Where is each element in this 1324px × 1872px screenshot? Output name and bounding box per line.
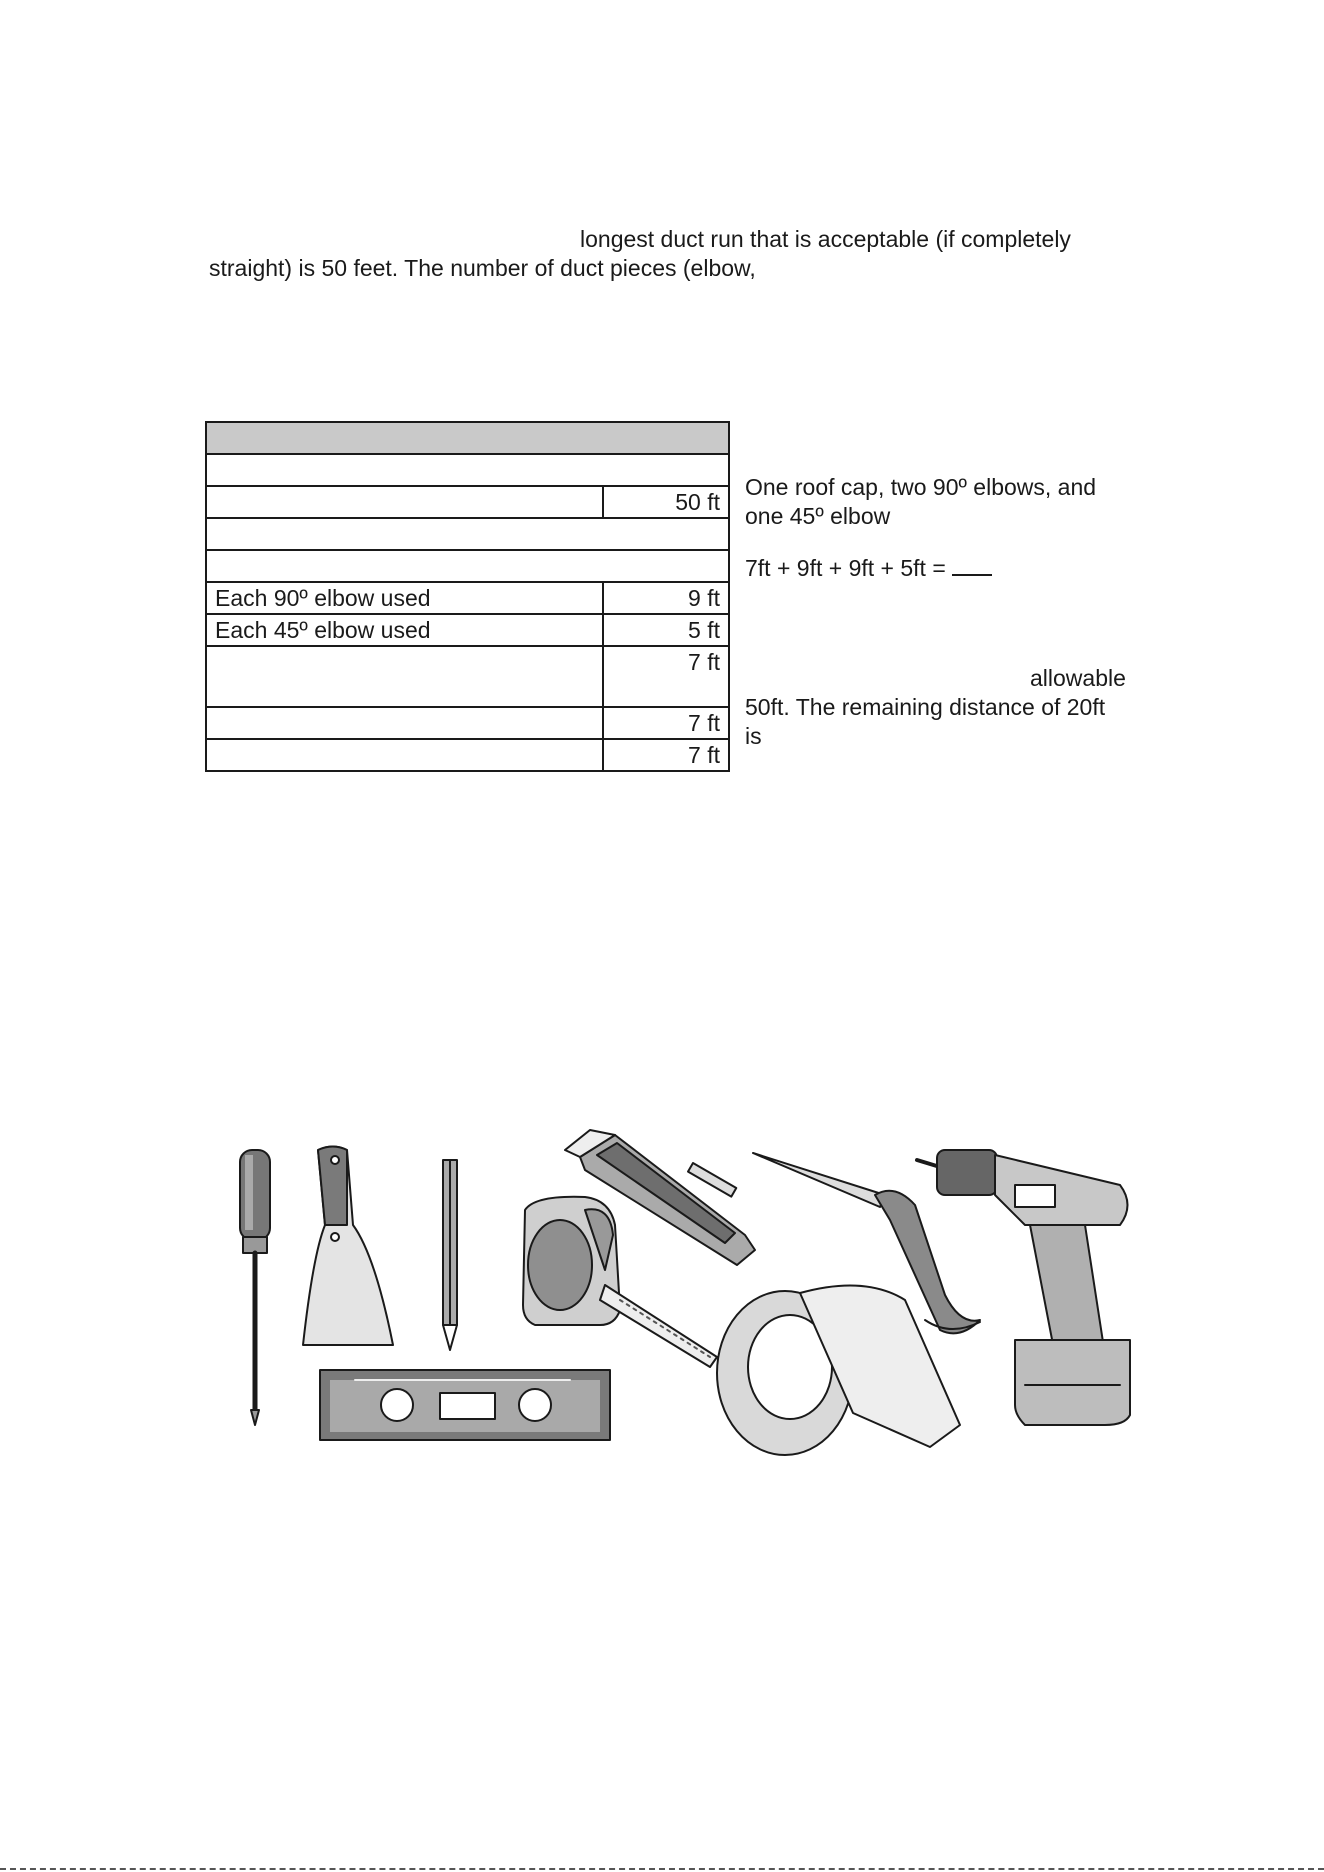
table-row: [206, 454, 729, 486]
table-row: [206, 739, 729, 771]
equation-text: [745, 554, 992, 583]
table-row: [206, 707, 729, 739]
side-line-1: One roof cap, two 90º elbows, and: [745, 474, 1097, 500]
table-row: [206, 614, 729, 646]
cordless-drill-icon: [917, 1150, 1130, 1425]
answer-blank: [952, 562, 992, 576]
table-cell-value: 7 ft: [603, 707, 729, 739]
screwdriver-icon: [240, 1150, 270, 1425]
table-cell-label: [206, 486, 603, 518]
table-cell-label: [206, 646, 603, 707]
table-cell-value: 7 ft: [603, 739, 729, 771]
duct-tape-icon: [717, 1285, 960, 1455]
table-cell-label: Each 90º elbow used: [206, 582, 603, 614]
is-text: is: [745, 723, 762, 749]
table-cell-label: Each 45º elbow used: [206, 614, 603, 646]
table-cell-label: [206, 707, 603, 739]
pencil-icon: [443, 1160, 457, 1350]
side-line-2: one 45º elbow: [745, 503, 891, 529]
intro-line-1: longest duct run that is acceptable (if completely: [580, 226, 1071, 252]
page-edge-divider: [0, 1868, 1324, 1870]
duct-length-table: [205, 421, 730, 772]
table-cell-value: 5 ft: [603, 614, 729, 646]
remaining-text: 50ft. The remaining distance of 20ft: [745, 694, 1106, 720]
table-row: [206, 582, 729, 614]
table-row: [206, 518, 729, 550]
level-icon: [320, 1370, 610, 1440]
table-cell-label: [206, 739, 603, 771]
table-header-row: [206, 422, 729, 454]
table-row: [206, 486, 729, 518]
allowable-text: allowable: [1030, 665, 1126, 691]
table-cell-value: 7 ft: [603, 646, 729, 707]
table-row: [206, 646, 729, 707]
intro-line-2: straight) is 50 feet. The number of duct pieces (elbow,: [209, 255, 756, 281]
putty-knife-icon: [303, 1147, 393, 1346]
equation: 7ft + 9ft + 9ft + 5ft =: [745, 555, 946, 581]
table-row: [206, 550, 729, 582]
tools-illustration: [225, 1125, 1140, 1465]
table-cell-value: 50 ft: [603, 486, 729, 518]
table-cell-value: 9 ft: [603, 582, 729, 614]
